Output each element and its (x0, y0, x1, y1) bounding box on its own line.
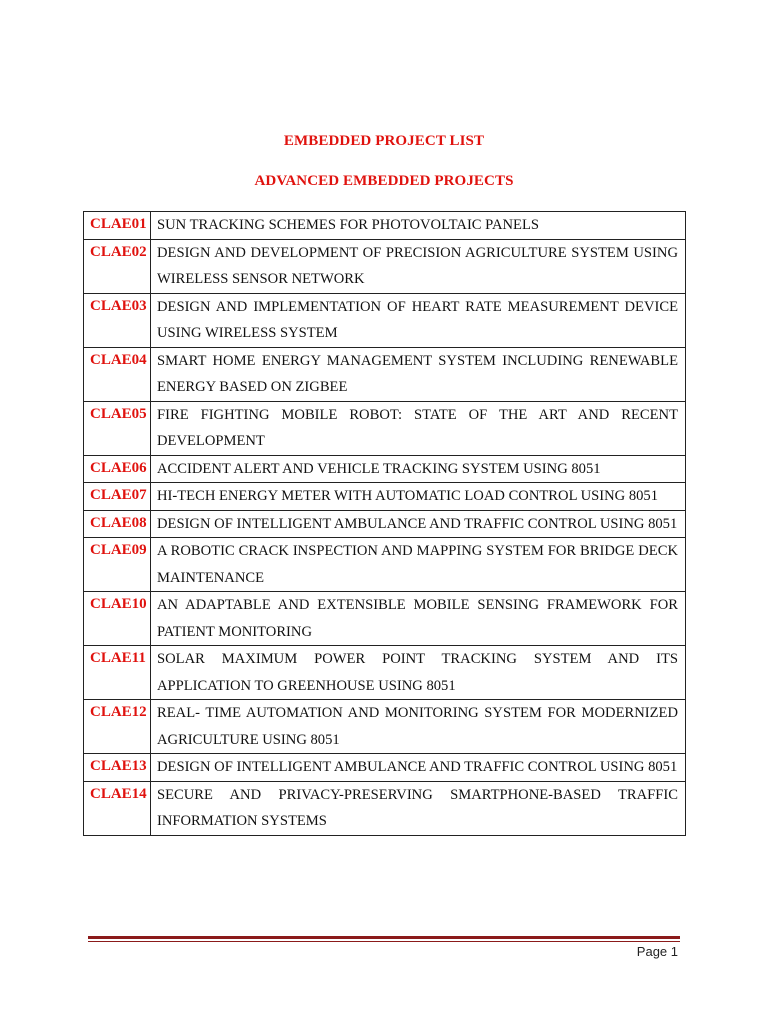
project-title: SECURE AND PRIVACY-PRESERVING SMARTPHONE-BASED TRAFFIC INFORMATION SYSTEMS (151, 781, 686, 835)
table-row (84, 347, 686, 401)
project-title: SOLAR MAXIMUM POWER POINT TRACKING SYSTEM AND ITS APPLICATION TO GREENHOUSE USING 8051 (151, 646, 686, 700)
project-code: CLAE12 (84, 700, 151, 754)
project-code: CLAE13 (84, 754, 151, 782)
project-title: FIRE FIGHTING MOBILE ROBOT: STATE OF THE ART AND RECENT DEVELOPMENT (151, 401, 686, 455)
table-row (84, 538, 686, 592)
table-row (84, 700, 686, 754)
project-code: CLAE02 (84, 239, 151, 293)
project-title: DESIGN OF INTELLIGENT AMBULANCE AND TRAFFIC CONTROL USING 8051 (151, 510, 686, 538)
project-code: CLAE07 (84, 483, 151, 511)
document-subtitle: ADVANCED EMBEDDED PROJECTS (254, 173, 514, 189)
project-code: CLAE04 (84, 347, 151, 401)
project-title: SMART HOME ENERGY MANAGEMENT SYSTEM INCLUDING RENEWABLE ENERGY BASED ON ZIGBEE (151, 347, 686, 401)
project-title: AN ADAPTABLE AND EXTENSIBLE MOBILE SENSING FRAMEWORK FOR PATIENT MONITORING (151, 592, 686, 646)
project-code: CLAE06 (84, 455, 151, 483)
table-row (84, 455, 686, 483)
project-title: REAL- TIME AUTOMATION AND MONITORING SYSTEM FOR MODERNIZED AGRICULTURE USING 8051 (151, 700, 686, 754)
project-title: DESIGN OF INTELLIGENT AMBULANCE AND TRAFFIC CONTROL USING 8051 (151, 754, 686, 782)
project-code: CLAE01 (84, 212, 151, 240)
project-code: CLAE14 (84, 781, 151, 835)
table-row (84, 293, 686, 347)
table-row (84, 592, 686, 646)
footer-rule (88, 936, 680, 939)
footer-rule-thin (88, 941, 680, 942)
table-row (84, 401, 686, 455)
project-table (83, 211, 686, 836)
table-row (84, 483, 686, 511)
project-code: CLAE10 (84, 592, 151, 646)
project-code: CLAE03 (84, 293, 151, 347)
project-title: DESIGN AND IMPLEMENTATION OF HEART RATE MEASUREMENT DEVICE USING WIRELESS SYSTEM (151, 293, 686, 347)
table-row (84, 510, 686, 538)
project-title: HI-TECH ENERGY METER WITH AUTOMATIC LOAD CONTROL USING 8051 (151, 483, 686, 511)
project-code: CLAE08 (84, 510, 151, 538)
project-code: CLAE05 (84, 401, 151, 455)
project-title: ACCIDENT ALERT AND VEHICLE TRACKING SYSTEM USING 8051 (151, 455, 686, 483)
project-title: SUN TRACKING SCHEMES FOR PHOTOVOLTAIC PANELS (151, 212, 686, 240)
table-row (84, 212, 686, 240)
table-row (84, 781, 686, 835)
document-title: EMBEDDED PROJECT LIST (283, 133, 485, 149)
table-row (84, 754, 686, 782)
table-row (84, 646, 686, 700)
page-number: Page 1 (636, 944, 678, 959)
table-row (84, 239, 686, 293)
project-code: CLAE11 (84, 646, 151, 700)
project-code: CLAE09 (84, 538, 151, 592)
project-title: A ROBOTIC CRACK INSPECTION AND MAPPING SYSTEM FOR BRIDGE DECK MAINTENANCE (151, 538, 686, 592)
project-title: DESIGN AND DEVELOPMENT OF PRECISION AGRICULTURE SYSTEM USING WIRELESS SENSOR NETWORK (151, 239, 686, 293)
